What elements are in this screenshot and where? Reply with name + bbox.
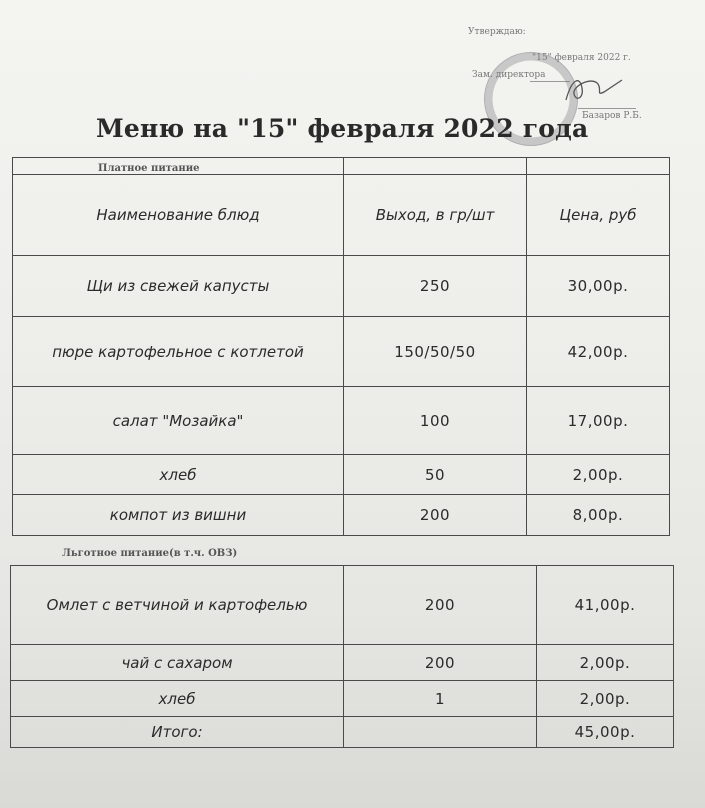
dish-name: салат "Мозайка" xyxy=(13,387,344,455)
dish-price: 2,00р. xyxy=(537,645,674,681)
dish-yield: 200 xyxy=(344,566,537,645)
dish-yield: 1 xyxy=(344,681,537,717)
dish-name: хлеб xyxy=(13,455,344,495)
dish-name: хлеб xyxy=(11,681,344,717)
dish-name: компот из вишни xyxy=(13,495,344,536)
table-header-row xyxy=(13,175,670,256)
dish-name: пюре картофельное с котлетой xyxy=(13,317,344,387)
dish-price: 41,00р. xyxy=(537,566,674,645)
table-cell xyxy=(344,158,527,175)
dish-yield: 200 xyxy=(344,495,527,536)
dish-price: 42,00р. xyxy=(527,317,670,387)
subsidized-section-label: Льготное питание(в т.ч. ОВЗ) xyxy=(62,548,238,559)
paid-menu-table xyxy=(12,157,670,536)
approval-role: Зам. директора xyxy=(472,70,546,80)
dish-price: 30,00р. xyxy=(527,256,670,317)
dish-yield: 100 xyxy=(344,387,527,455)
table-cell xyxy=(13,158,344,175)
approval-date: "15" февраля 2022 г. xyxy=(532,53,631,63)
handwritten-signature xyxy=(562,70,632,110)
table-row xyxy=(11,566,674,645)
table-cell xyxy=(527,158,670,175)
header-yield: Выход, в гр/шт xyxy=(344,175,527,256)
paid-section-label: Платное питание xyxy=(98,163,200,174)
table-row xyxy=(11,645,674,681)
dish-price: 17,00р. xyxy=(527,387,670,455)
approval-title: Утверждаю: xyxy=(468,27,526,37)
table-cell xyxy=(344,717,537,748)
dish-yield: 250 xyxy=(344,256,527,317)
total-label: Итого: xyxy=(11,717,344,748)
subsidized-menu-table xyxy=(10,565,674,748)
table-row xyxy=(13,387,670,455)
header-dish-name: Наименование блюд xyxy=(13,175,344,256)
total-price: 45,00р. xyxy=(537,717,674,748)
dish-price: 2,00р. xyxy=(537,681,674,717)
dish-yield: 150/50/50 xyxy=(344,317,527,387)
dish-yield: 200 xyxy=(344,645,537,681)
header-price: Цена, руб xyxy=(527,175,670,256)
dish-name: чай с сахаром xyxy=(11,645,344,681)
table-row xyxy=(13,158,670,175)
table-row xyxy=(13,317,670,387)
total-row xyxy=(11,717,674,748)
table-row xyxy=(13,455,670,495)
table-row xyxy=(13,495,670,536)
table-row xyxy=(13,256,670,317)
dish-price: 2,00р. xyxy=(527,455,670,495)
dish-yield: 50 xyxy=(344,455,527,495)
dish-price: 8,00р. xyxy=(527,495,670,536)
approval-signatory: Базаров Р.Б. xyxy=(582,111,642,121)
dish-name: Щи из свежей капусты xyxy=(13,256,344,317)
dish-name: Омлет с ветчиной и картофелью xyxy=(11,566,344,645)
page-title: Меню на "15" февраля 2022 года xyxy=(96,114,589,143)
table-row xyxy=(11,681,674,717)
